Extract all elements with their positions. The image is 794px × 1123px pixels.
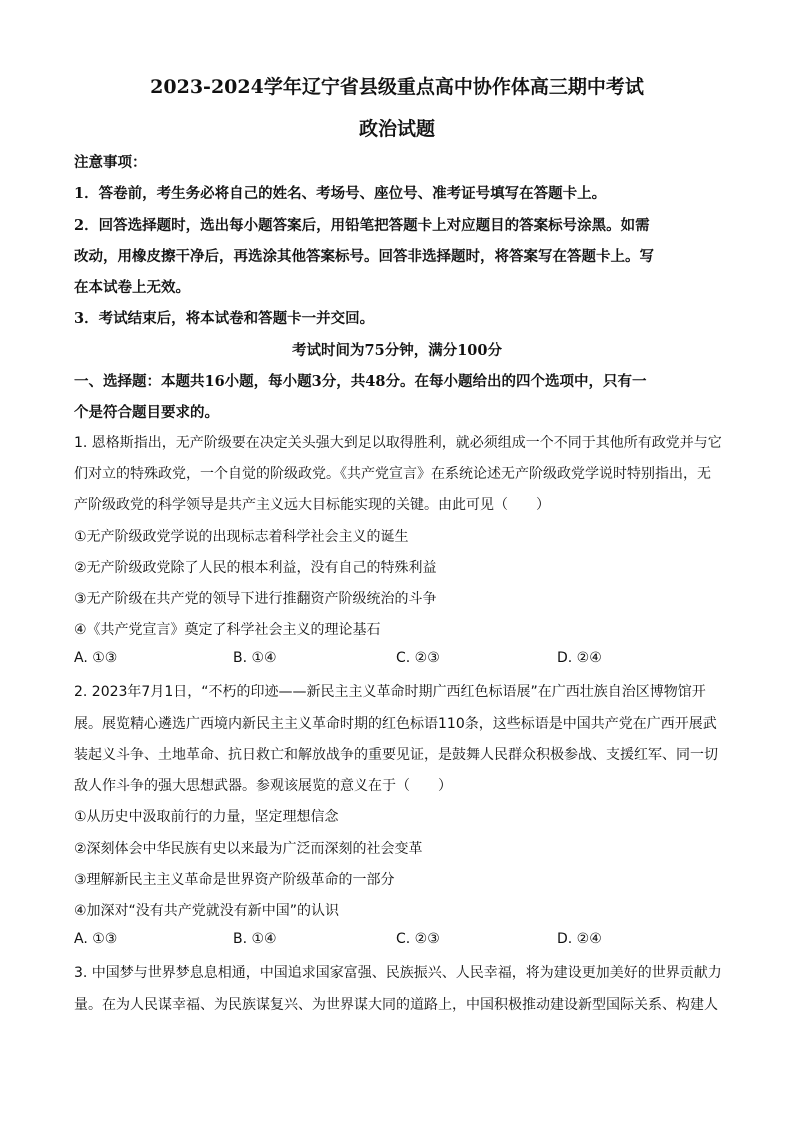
question-text: 量。在为人民谋幸福、为民族谋复兴、为世界谋大同的道路上，中国积极推动建设新型国际关系、构建人	[74, 997, 718, 1013]
statement-item: ①从历史中汲取前行的力量，坚定理想信念	[74, 809, 339, 825]
question-text: 装起义斗争、土地革命、抗日救亡和解放战争的重要见证，是鼓舞人民群众积极参战、支援红军、同一切	[74, 747, 718, 763]
notice-heading: 注意事项：	[74, 154, 147, 171]
notice-line: 在本试卷上无效。	[74, 279, 190, 296]
option-d: D. ②④	[557, 650, 602, 666]
question-text: 敌人作斗争的强大思想武器。参观该展览的意义在于（ ）	[74, 778, 452, 794]
option-c: C. ②③	[396, 931, 440, 947]
option-a: A. ①③	[74, 931, 118, 947]
notice-line: 改动，用橡皮擦干净后，再选涂其他答案标号。回答非选择题时，将答案写在答题卡上。写	[74, 248, 654, 265]
option-d: D. ②④	[557, 931, 602, 947]
notice-line: 2．回答选择题时，选出每小题答案后，用铅笔把答题卡上对应题目的答案标号涂黑。如需	[74, 217, 650, 234]
option-c: C. ②③	[396, 650, 440, 666]
statement-item: ②深刻体会中华民族有史以来最为广泛而深刻的社会变革	[74, 841, 423, 857]
question-text: 2. 2023年7月1日，“不朽的印迹——新民主主义革命时期广西红色标语展”在广西壮族自治区博物馆开	[74, 684, 706, 700]
notice-line: 3．考试结束后，将本试卷和答题卡一并交回。	[74, 310, 375, 327]
section-heading: 个是符合题目要求的。	[74, 404, 219, 421]
statement-item: ④《共产党宣言》奠定了科学社会主义的理论基石	[74, 622, 381, 638]
question-text: 展。展览精心遴选广西境内新民主主义革命时期的红色标语110条，这些标语是中国共产党在广西开展武	[74, 716, 717, 732]
exam-title: 2023-2024学年辽宁省县级重点高中协作体高三期中考试	[150, 76, 644, 98]
section-heading: 一、选择题：本题共16小题，每小题3分，共48分。在每小题给出的四个选项中，只有一	[74, 373, 647, 390]
question-text: 产阶级政党的科学领导是共产主义远大目标能实现的关键。由此可见（ ）	[74, 497, 550, 513]
option-a: A. ①③	[74, 650, 118, 666]
question-text: 们对立的特殊政党，一个自觉的阶级政党。《共产党宣言》在系统论述无产阶级政党学说时特别指出，无	[74, 466, 711, 482]
exam-info: 考试时间为75分钟，满分100分	[292, 342, 502, 359]
question-text: 1. 恩格斯指出，无产阶级要在决定关头强大到足以取得胜利，就必须组成一个不同于其他所有政党并与它	[74, 435, 722, 451]
statement-item: ③理解新民主主义革命是世界资产阶级革命的一部分	[74, 872, 395, 888]
question-text: 3. 中国梦与世界梦息息相通，中国追求国家富强、民族振兴、人民幸福，将为建设更加美好的世界贡献力	[74, 965, 722, 981]
statement-item: ③无产阶级在共产党的领导下进行推翻资产阶级统治的斗争	[74, 591, 437, 607]
statement-item: ①无产阶级政党学说的出现标志着科学社会主义的诞生	[74, 529, 409, 545]
option-b: B. ①④	[233, 931, 277, 947]
notice-line: 1．答卷前，考生务必将自己的姓名、考场号、座位号、准考证号填写在答题卡上。	[74, 185, 607, 202]
exam-subtitle: 政治试题	[358, 118, 435, 140]
statement-item: ②无产阶级政党除了人民的根本利益，没有自己的特殊利益	[74, 560, 437, 576]
option-b: B. ①④	[233, 650, 277, 666]
statement-item: ④加深对“没有共产党就没有新中国”的认识	[74, 903, 340, 919]
